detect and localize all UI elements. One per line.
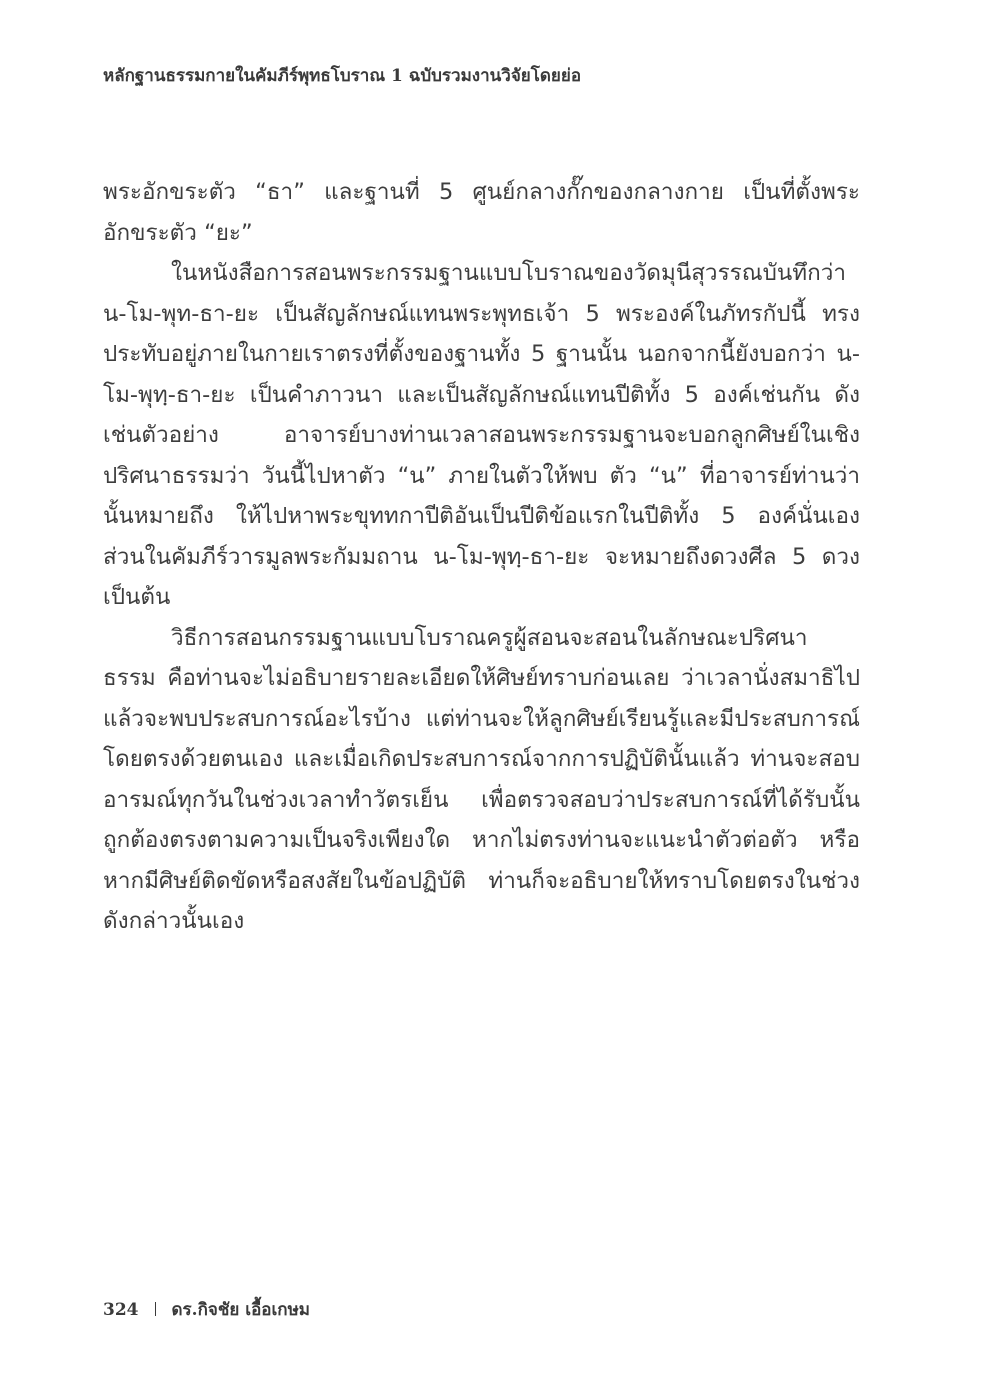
running-footer <box>103 1296 310 1323</box>
paragraph-meditation-book: ในหนังสือการสอนพระกรรมฐานแบบโบราณของวัดมุนีสุวรรณบันทึกว่า น-โม-พุท-ธา-ยะ เป็นสัญลักษณ์แทนพระพุทธเจ้า 5 พระองค์ในภัทรกัปนี้ ทรงประทับอยู่ภายในกายเราตรงที่ตั้งของฐานทั้ง 5 ฐานนั้น นอกจากนี้ยังบอกว่า น-โม-พุทฺ-ธา-ยะ เป็นคำภาวนา และเป็นสัญลักษณ์แทนปีติทั้ง 5 องค์เช่นกัน ดังเช่นตัวอย่าง อาจารย์บางท่านเวลาสอนพระกรรมฐานจะบอกลูกศิษย์ในเชิงปริศนาธรรมว่า วันนี้ไปหาตัว “น” ภายในตัวให้พบ ตัว “น” ที่อาจารย์ท่านว่านั้นหมายถึง ให้ไปหาพระขุททกาปีติอันเป็นปีติข้อแรกในปีติทั้ง 5 องค์นั่นเอง ส่วนในคัมภีร์วารมูลพระกัมมถาน น-โม-พุทฺ-ธา-ยะ จะหมายถึงดวงศีล 5 ดวงเป็นต้น <box>103 260 860 610</box>
running-header-title: หลักฐานธรรมกายในคัมภีร์พุทธโบราณ 1 ฉบับรวมงานวิจัยโดยย่อ <box>103 66 582 86</box>
footer-author: ดร.กิจชัย เอื้อเกษม <box>171 1300 311 1320</box>
page-number: 324 <box>103 1300 139 1320</box>
footer-separator <box>155 1302 156 1316</box>
body-text <box>103 172 860 942</box>
paragraph-continuation: พระอักขระตัว “ธา” และฐานที่ 5 ศูนย์กลางกั๊กของกลางกาย เป็นที่ตั้งพระอักขระตัว “ยะ” <box>103 179 860 246</box>
paragraph-teaching-method: วิธีการสอนกรรมฐานแบบโบราณครูผู้สอนจะสอนในลักษณะปริศนาธรรม คือท่านจะไม่อธิบายรายละเอียดให้ศิษย์ทราบก่อนเลย ว่าเวลานั่งสมาธิไปแล้วจะพบประสบการณ์อะไรบ้าง แต่ท่านจะให้ลูกศิษย์เรียนรู้และมีประสบการณ์โดยตรงด้วยตนเอง และเมื่อเกิดประสบการณ์จากการปฏิบัตินั้นแล้ว ท่านจะสอบอารมณ์ทุกวันในช่วงเวลาทำวัตรเย็น เพื่อตรวจสอบว่าประสบการณ์ที่ได้รับนั้น ถูกต้องตรงตามความเป็นจริงเพียงใด หากไม่ตรงท่านจะแนะนำตัวต่อตัว หรือหากมีศิษย์ติดขัดหรือสงสัยในข้อปฏิบัติ ท่านก็จะอธิบายให้ทราบโดยตรงในช่วงดังกล่าวนั้นเอง <box>103 624 860 934</box>
